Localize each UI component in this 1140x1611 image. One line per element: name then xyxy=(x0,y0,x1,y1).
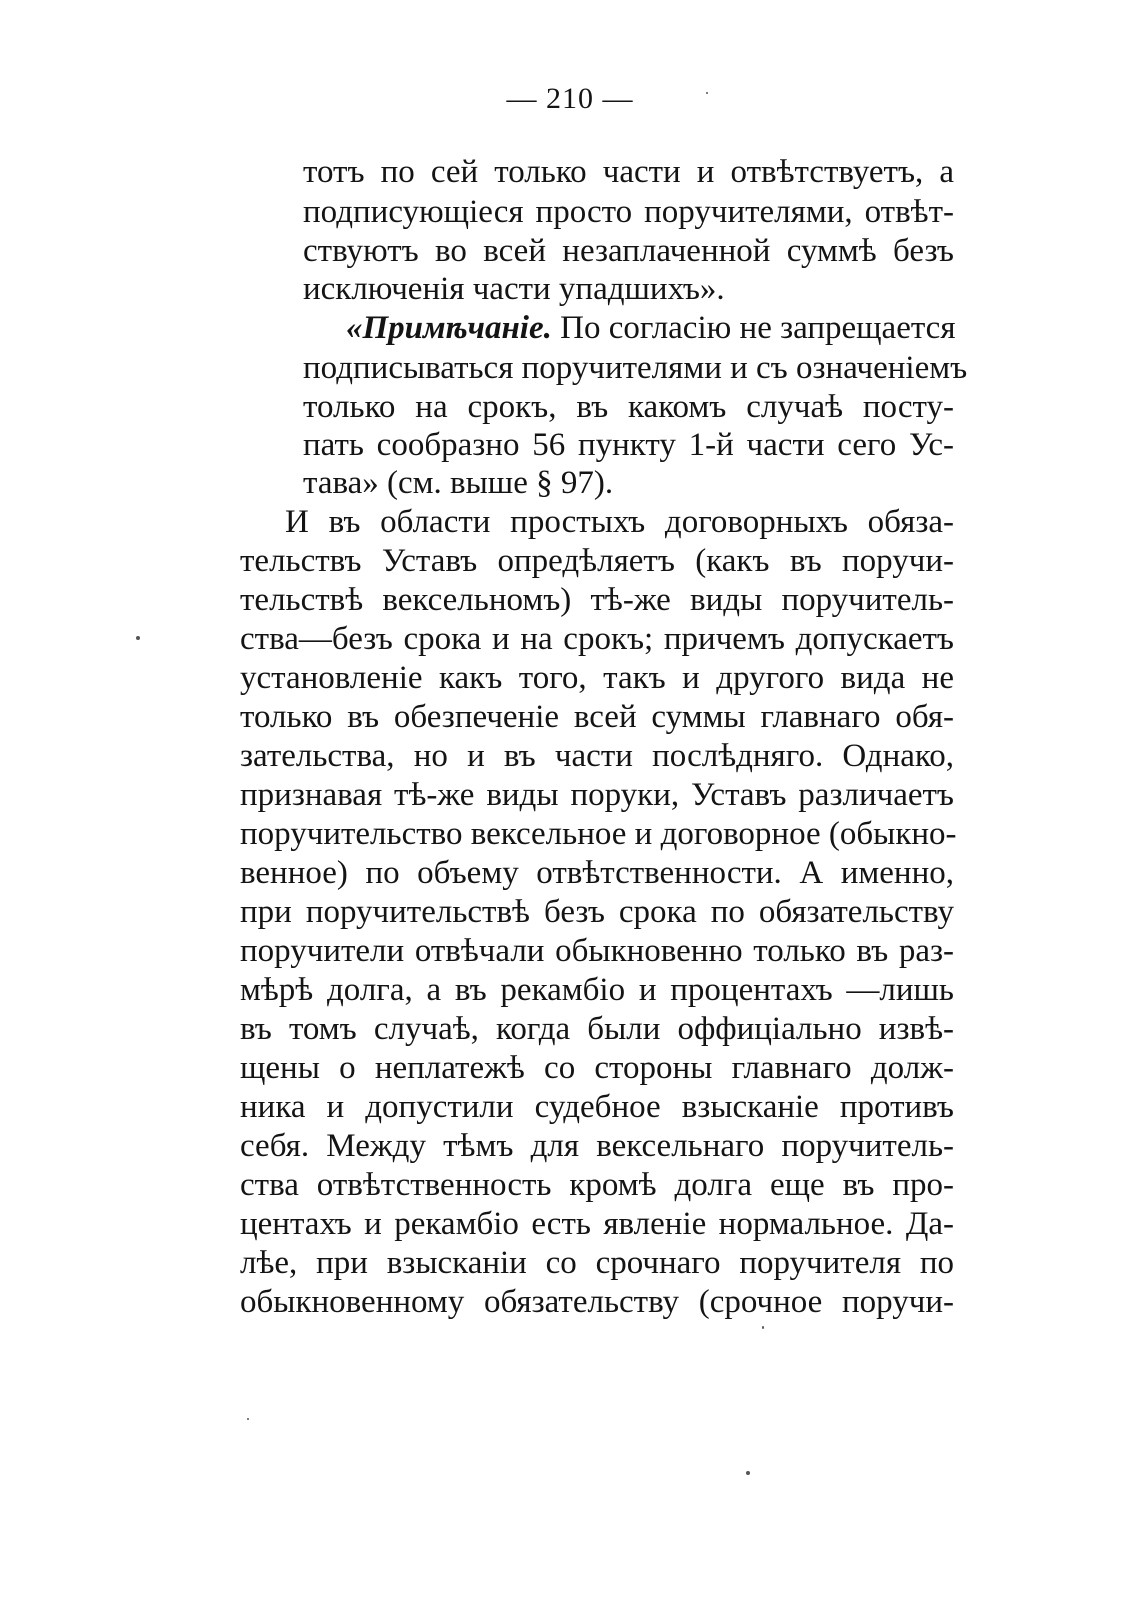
text-line: мѣрѣ долга, а въ рекамбіо и процентахъ —лишь xyxy=(240,972,954,1008)
text-line: ника и допустили судебное взысканіе противъ xyxy=(240,1089,954,1125)
text-line: центахъ и рекамбіо есть явленіе нормальное. Да- xyxy=(240,1206,954,1242)
text-line: поручительство вексельное и договорное (обыкно- xyxy=(240,816,957,852)
text-line: тельствѣ вексельномъ) тѣ-же виды поручитель- xyxy=(240,582,954,618)
scan-speck xyxy=(247,1418,249,1420)
page-number: — 210 — xyxy=(506,82,634,115)
text-line: себя. Между тѣмъ для вексельнаго поручитель- xyxy=(240,1128,954,1164)
note-first-line-text: По согласію не запрещается xyxy=(560,310,956,346)
text-line: при поручительствѣ безъ срока по обязательству xyxy=(240,894,954,930)
text-line: ствуютъ во всей незаплаченной суммѣ безъ xyxy=(303,233,954,269)
text-line: установленіе какъ того, такъ и другого вида не xyxy=(240,660,954,696)
text-line: признавая тѣ-же виды поруки, Уставъ различаетъ xyxy=(240,777,954,813)
scan-speck xyxy=(746,1471,750,1475)
text-line: только на срокъ, въ какомъ случаѣ посту- xyxy=(303,389,954,425)
scan-speck xyxy=(762,1326,764,1329)
text-line: въ томъ случаѣ, когда были оффиціально извѣ- xyxy=(240,1011,954,1047)
note-label: «Примѣчаніе. xyxy=(346,310,552,346)
text-line: лѣе, при взысканіи со срочнаго поручителя по xyxy=(240,1245,954,1281)
text-line: И въ области простыхъ договорныхъ обяза- xyxy=(285,504,954,540)
note-first-line xyxy=(346,308,954,348)
text-line: поручители отвѣчали обыкновенно только въ раз- xyxy=(240,933,954,969)
text-line: обыкновенному обязательству (срочное поручи- xyxy=(240,1284,954,1320)
text-line: исключенія части упадшихъ». xyxy=(303,271,725,307)
text-line: ства—безъ срока и на срокъ; причемъ допускаетъ xyxy=(240,621,954,657)
text-line: пать сообразно 56 пункту 1-й части сего Ус- xyxy=(303,427,954,463)
text-line: венное) по объему отвѣтственности. А именно, xyxy=(240,855,954,891)
text-line: тотъ по сей только части и отвѣтствуетъ, а xyxy=(303,154,954,190)
scan-speck xyxy=(706,92,708,94)
text-line: ства отвѣтственность кромѣ долга еще въ про- xyxy=(240,1167,954,1203)
text-line: тава» (см. выше § 97). xyxy=(303,465,614,501)
scan-speck xyxy=(136,636,140,640)
text-line: подписываться поручителями и съ означеніемъ xyxy=(303,350,968,386)
text-line: зательства, но и въ части послѣдняго. Однако, xyxy=(240,738,954,774)
text-line: тельствъ Уставъ опредѣляетъ (какъ въ поручи- xyxy=(240,543,954,579)
text-line: только въ обезпеченіе всей суммы главнаго обя- xyxy=(240,699,954,735)
text-line: щены о неплатежѣ со стороны главнаго долж- xyxy=(240,1050,954,1086)
text-line: подписующіеся просто поручителями, отвѣт- xyxy=(303,194,954,230)
